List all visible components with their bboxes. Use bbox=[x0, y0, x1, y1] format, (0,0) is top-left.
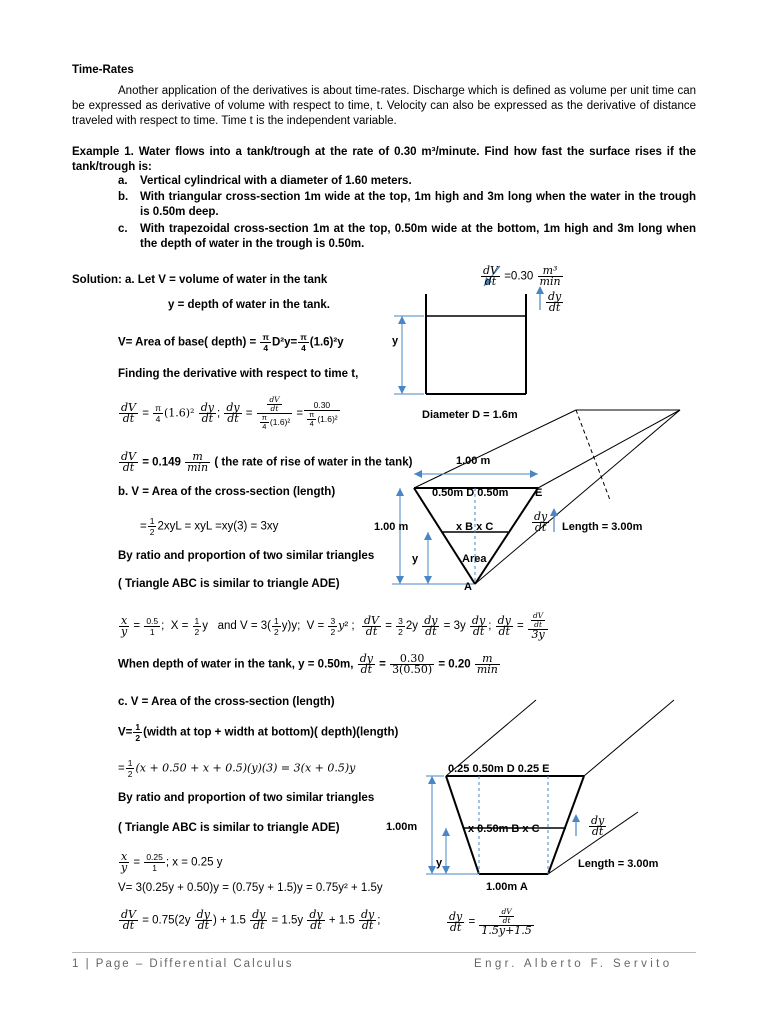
cylinder-rate-label: $\frac{dV}{dt}$ =0.30 $\frac{\text{m³}}{\min}$ bbox=[483, 264, 561, 288]
intro-paragraph: Another application of the derivatives is about time-rates. Discharge which is defined as volume per unit time can be expressed as derivative of volume with respect to time, t. Velocity can also be expressed as the derivative of distance traveled with respect to time. Time t is the independent variable. bbox=[72, 85, 696, 127]
footer-divider bbox=[72, 952, 696, 953]
rate-a-result: $\frac{dV}{dt}$ = 0.149 $\frac{m}{\min}$ ( the rate of rise of water in the tank) bbox=[121, 450, 413, 474]
list-text: With triangular cross-section 1m wide at the top, 1m high and 3m long when the water in the trough is 0.50m deep. bbox=[140, 191, 696, 218]
diameter-label: Diameter D = 1.6m bbox=[422, 409, 518, 421]
list-marker: a. bbox=[118, 175, 128, 187]
ratio-c-formula: $\frac{x}{y}$ = $\frac{0.25}{1}$ ; x = 0.25 y bbox=[121, 850, 223, 874]
ratio-b-formula: $\frac{x}{y}$ = $\frac{0.5}{1}$ ; X = $\frac{1}{2}$ y and V = 3( $\frac{1}{2}$ y)y; V = $\frac{3}{2}$ y² ; $\frac{dV}{dt}$ = $\frac{3}{2}$ 2y $\frac{dy}{dt}$ = 3y $\frac{dy}{dt}$ ; $\frac{dy}{dt}$ = $\frac{\frac{dV}{dt}}{3y}$ bbox=[118, 612, 549, 640]
list-marker: b. bbox=[118, 191, 129, 203]
list-marker: c. bbox=[118, 223, 128, 235]
rate-value: 0.30 bbox=[510, 270, 534, 283]
tri-half-widths: 0.50m D 0.50m bbox=[432, 487, 509, 499]
when-text: When depth of water in the tank, y = 0.50m, bbox=[118, 658, 354, 671]
trap-dydt-label: $\frac{dy}{dt}$ bbox=[591, 814, 605, 838]
list-text: Vertical cylindrical with a diameter of 1.60 meters. bbox=[140, 175, 412, 187]
tri-point-a: A bbox=[464, 581, 472, 593]
footer-author: Engr. Alberto F. Servito bbox=[474, 958, 673, 970]
list-item bbox=[118, 174, 696, 189]
tri-area-label: Area bbox=[462, 553, 487, 565]
solution-c-line1: c. V = Area of the cross-section (length) bbox=[118, 696, 335, 708]
tri-top-width: 1.00 m bbox=[456, 455, 491, 467]
cylinder-dydt-label: $\frac{dy}{dt}$ bbox=[548, 290, 562, 314]
volume-formula-a: V= Area of base( depth) = $\frac{\pi}{4}$ D²y= $\frac{\pi}{4}$ (1.6)²y bbox=[118, 332, 344, 353]
tri-height: 1.00 m bbox=[374, 521, 409, 533]
trapezoidal-trough-figure bbox=[380, 694, 700, 894]
triangular-trough-figure bbox=[370, 404, 700, 594]
trap-mid-labels: x 0.50m B x C bbox=[468, 823, 540, 835]
solution-b-line1: b. V = Area of the cross-section (length) bbox=[118, 486, 336, 498]
solution-c-final: V= 3(0.25y + 0.50)y = (0.75y + 1.5)y = 0.75y² + 1.5y bbox=[118, 882, 383, 894]
volume-expand-c: = $\frac{1}{2}$ (x + 0.50 + x + 0.5)(y)(3) = 3(x + 0.5)y bbox=[118, 758, 356, 779]
tri-dydt-label: $\frac{dy}{dt}$ bbox=[534, 510, 548, 534]
list-text: With trapezoidal cross-section 1m at the top, 0.50m wide at the bottom, 1m high and 3m long when the depth of water in the trough is 0.50m. bbox=[140, 223, 696, 250]
cylinder-y-label: y bbox=[392, 335, 399, 347]
tri-y-label: y bbox=[412, 553, 419, 565]
example-list bbox=[118, 174, 696, 252]
tri-length: Length = 3.00m bbox=[562, 521, 643, 533]
formula-text: V= Area of base( depth) = bbox=[118, 336, 257, 349]
trap-y-label: y bbox=[436, 857, 443, 869]
solution-c-ratio: By ratio and proportion of two similar triangles bbox=[118, 792, 375, 804]
tri-point-e: E bbox=[535, 487, 543, 499]
volume-formula-c: V= $\frac{1}{2}$ (width at top + width at bottom)( depth)(length) bbox=[118, 722, 399, 743]
derivative-a-formula: $\frac{dV}{dt}$ = $\frac{\pi}{4}$ (1.6)² $\frac{dy}{dt}$ ; $\frac{dy}{dt}$ = $\frac{dV}{dt}$ $\frac{\pi}{4}$ (1.6)² = 0.30 $\frac{\pi}{4}$ (1.6)² bbox=[121, 395, 338, 431]
solution-a-line2: y = depth of water in the tank. bbox=[168, 299, 330, 311]
tri-xbx: x B x C bbox=[456, 521, 494, 533]
solution-b-ratio: By ratio and proportion of two similar triangles bbox=[118, 550, 375, 562]
list-item bbox=[118, 222, 696, 252]
trap-top-widths: 0.25 0.50m D 0.25 E bbox=[448, 763, 550, 775]
derivative-c-solve: $\frac{dy}{dt}$ = $\frac{\frac{dV}{dt}}{1.5y+1.5}$ bbox=[449, 907, 532, 937]
example-statement: Example 1. Water flows into a tank/trough at the rate of 0.30 m³/minute. Find how fast the surface rises if the tank/trough is: bbox=[72, 146, 696, 173]
derivative-c-formula: $\frac{dV}{dt}$ = 0.75(2y $\frac{dy}{dt}$ ) + 1.5 $\frac{dy}{dt}$ = 1.5y $\frac{dy}{dt}$ + 1.5 $\frac{dy}{dt}$ ; bbox=[121, 908, 381, 932]
footer-page-label: 1 | Page – Differential Calculus bbox=[72, 958, 294, 970]
page-title: Time-Rates bbox=[72, 64, 134, 76]
solution-c-similar: ( Triangle ABC is similar to triangle ADE) bbox=[118, 822, 340, 834]
volume-formula-b: = $\frac{1}{2}$ 2xyL = xyL =xy(3) = 3xy bbox=[140, 516, 279, 537]
rate-tail-text: ( the rate of rise of water in the tank) bbox=[214, 456, 413, 469]
trap-length: Length = 3.00m bbox=[578, 858, 659, 870]
list-item bbox=[118, 190, 696, 220]
rate-b-result: When depth of water in the tank, y = 0.50m, $\frac{dy}{dt}$ = $\frac{0.30}{3(0.50)}$ = 0.20 $\frac{m}{\min}$ bbox=[118, 652, 498, 676]
trap-height: 1.00m bbox=[386, 821, 418, 833]
finding-derivative: Finding the derivative with respect to time t, bbox=[118, 368, 359, 380]
solution-a-line1: Solution: a. Let V = volume of water in the tank bbox=[72, 274, 328, 286]
trap-bottom-labels: 1.00m A bbox=[486, 881, 528, 893]
solution-b-similar: ( Triangle ABC is similar to triangle ADE) bbox=[118, 578, 340, 590]
